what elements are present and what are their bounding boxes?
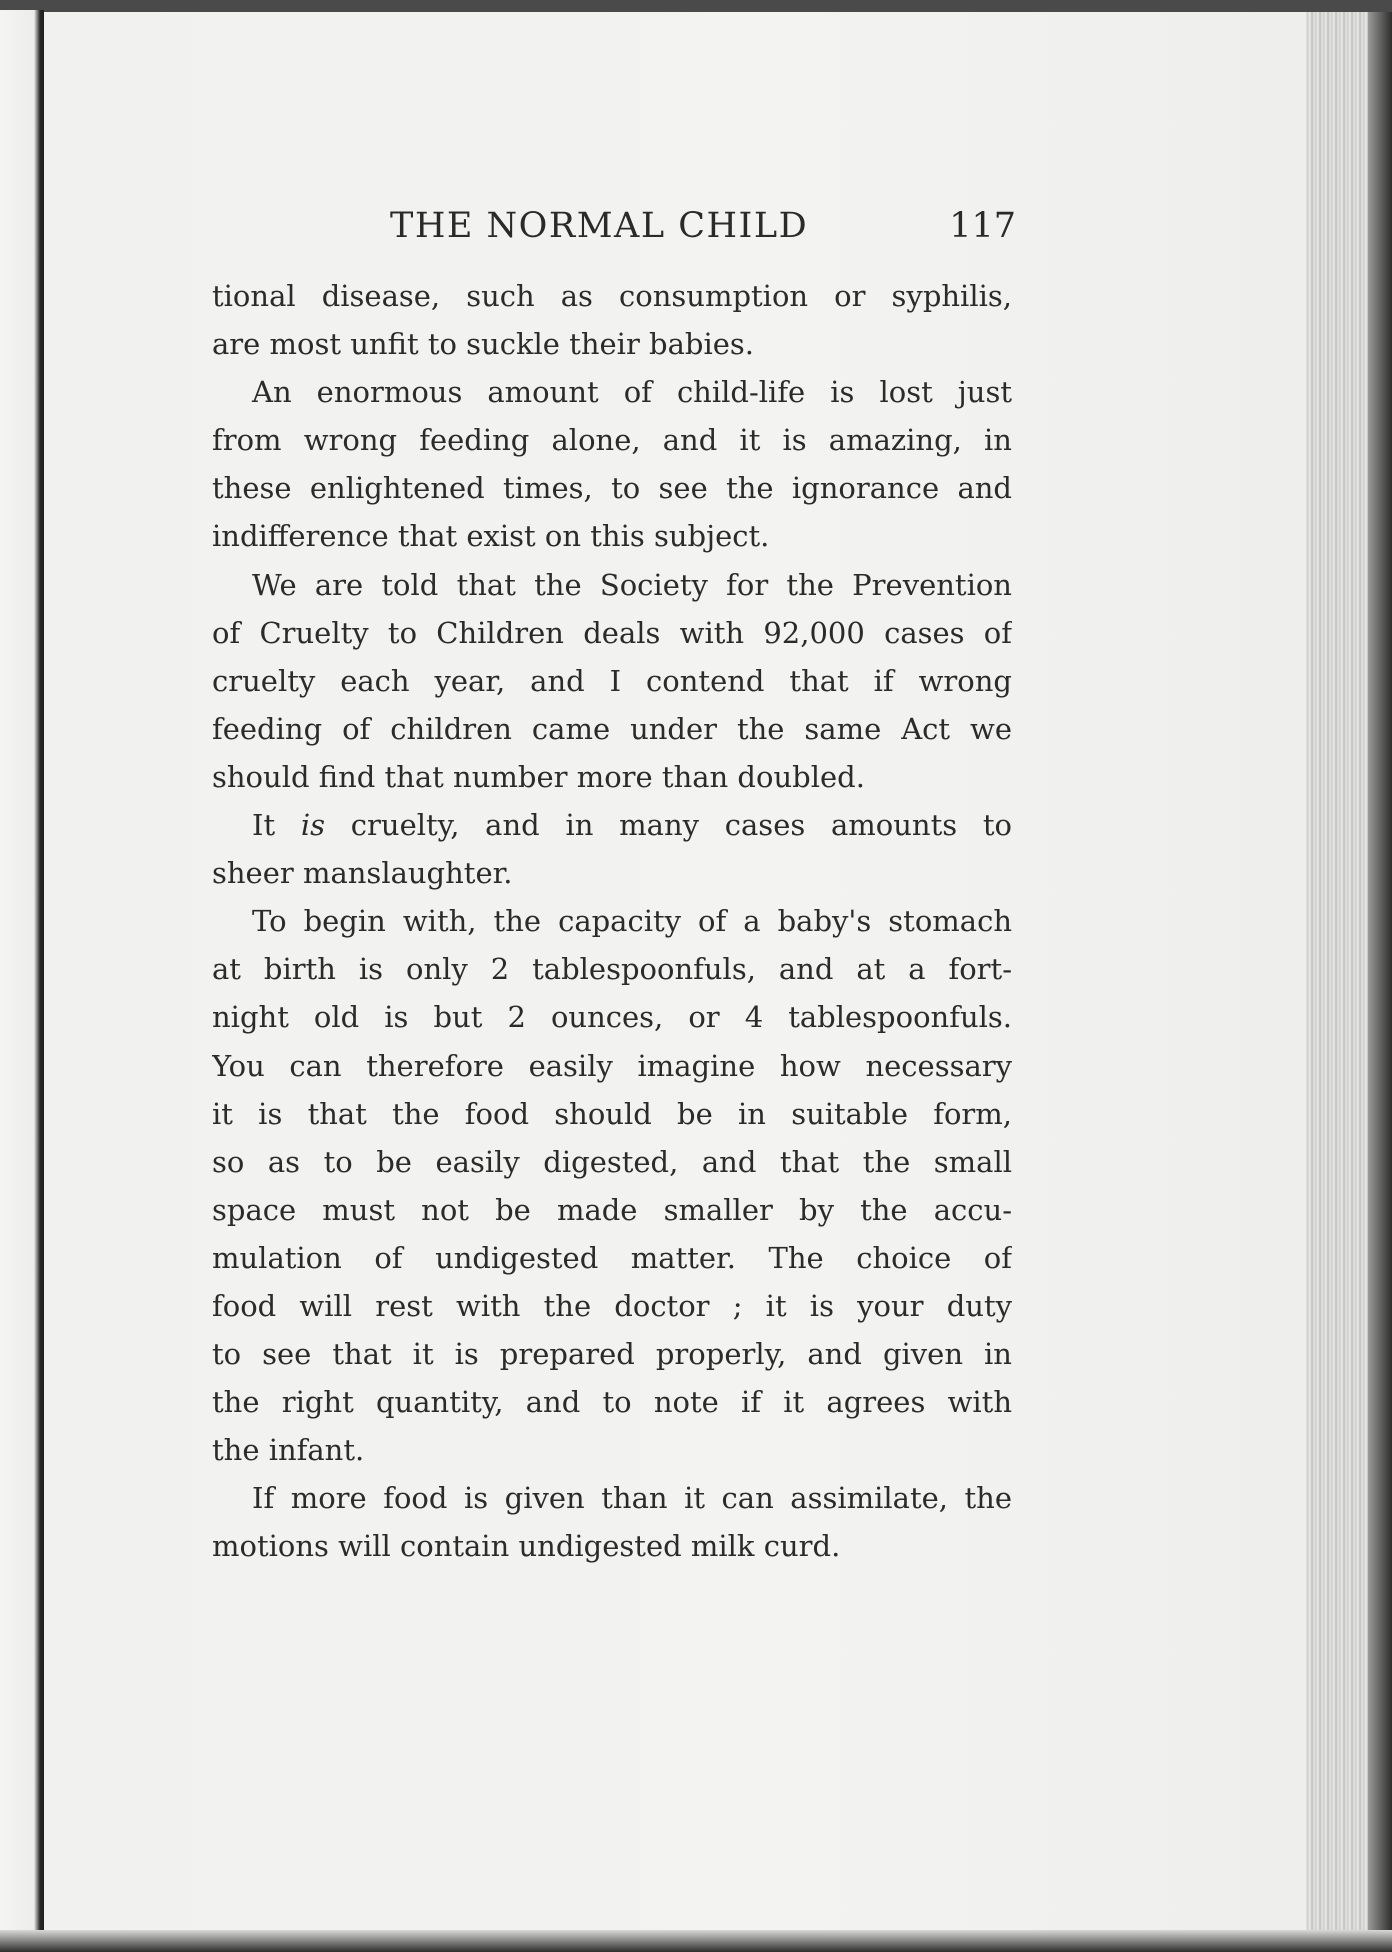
page-stack-edge <box>1306 12 1392 1942</box>
paragraph <box>212 561 1012 801</box>
paragraph <box>212 897 1012 1474</box>
text-line: mulation of undigested matter. The choice of <box>212 1240 1012 1275</box>
body-text <box>212 272 1012 1571</box>
text-line: at birth is only 2 tablespoonfuls, and at a fort- <box>212 952 1012 987</box>
text-line: We are told that the Society for the Prevention <box>252 567 1012 602</box>
left-page-edge <box>0 10 44 1940</box>
text-line: the right quantity, and to note if it agrees with <box>212 1385 1012 1420</box>
running-head <box>210 200 1020 252</box>
text-line: If more food is given than it can assimilate, the <box>252 1481 1012 1516</box>
text-line: An enormous amount of child-life is lost just <box>252 375 1012 410</box>
text-line: To begin with, the capacity of a baby's stomach <box>252 904 1012 939</box>
text-line: feeding of children came under the same Act we <box>212 711 1012 746</box>
text-line: it is that the food should be in suitable form, <box>212 1096 1012 1131</box>
paragraph <box>212 272 1012 368</box>
text-line: sheer manslaughter. <box>212 856 513 891</box>
text-line: should find that number more than doubled. <box>212 759 865 794</box>
text-line: food will rest with the doctor ; it is your duty <box>212 1288 1012 1323</box>
paragraph <box>212 1474 1012 1570</box>
text-line: motions will contain undigested milk curd. <box>212 1529 841 1564</box>
text-run: cruelty, and in many cases amounts to <box>325 808 1012 843</box>
text-line: these enlightened times, to see the ignorance and <box>212 471 1012 506</box>
text-line: You can therefore easily imagine how necessary <box>212 1048 1012 1083</box>
text-line: tional disease, such as consumption or syphilis, <box>212 279 1012 313</box>
text-run: It <box>252 808 301 843</box>
text-line: so as to be easily digested, and that the small <box>212 1144 1012 1179</box>
paragraph <box>212 801 1012 897</box>
text-line: cruelty each year, and I contend that if wrong <box>212 663 1012 698</box>
text-line: of Cruelty to Children deals with 92,000 cases of <box>212 615 1012 650</box>
text-line: indifference that exist on this subject. <box>212 519 770 554</box>
text-line: from wrong feeding alone, and it is amazing, in <box>212 423 1012 458</box>
text-line: the infant. <box>212 1433 365 1468</box>
running-head-title: THE NORMAL CHILD <box>390 206 809 246</box>
text-line <box>212 801 1012 849</box>
text-line: to see that it is prepared properly, and given in <box>212 1337 1012 1372</box>
text-line: night old is but 2 ounces, or 4 tablespoonfuls. <box>212 1000 1012 1035</box>
italic-emphasis: is <box>300 808 326 843</box>
text-line: space must not be made smaller by the accu- <box>212 1192 1012 1227</box>
text-line: are most unfit to suckle their babies. <box>212 327 754 362</box>
page-number: 117 <box>949 206 1016 246</box>
bottom-page-edge <box>0 1930 1392 1952</box>
paragraph <box>212 368 1012 560</box>
